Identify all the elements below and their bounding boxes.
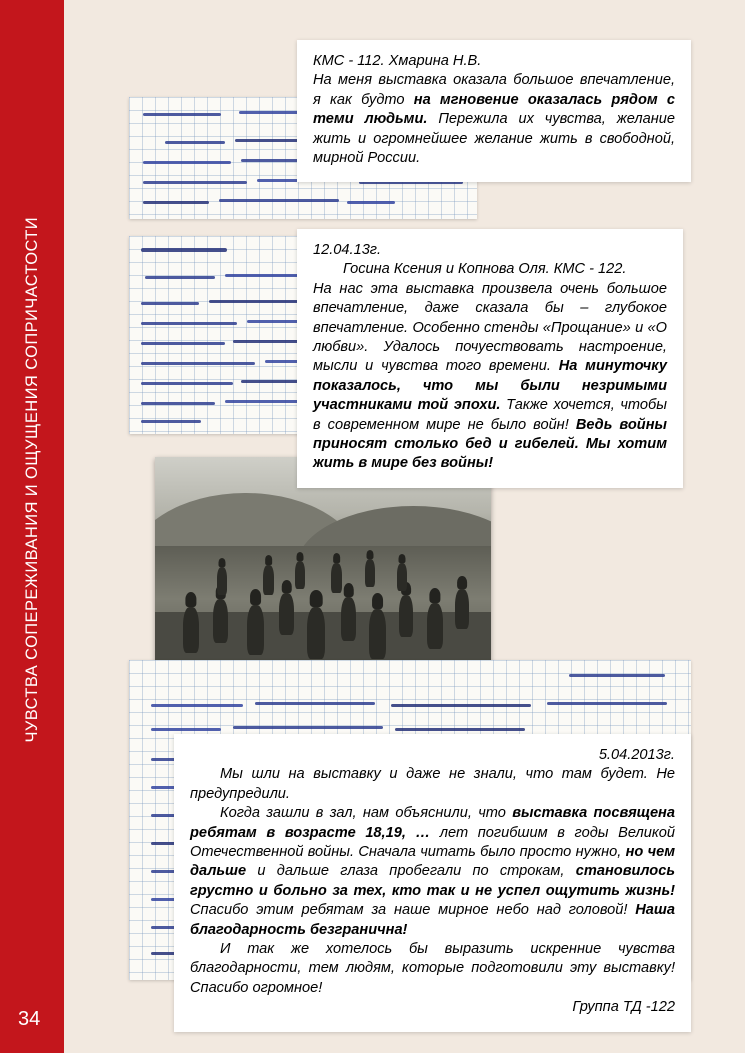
entry-1-text-a: На меня выставка оказала большое впечатление, я как будто: [313, 72, 675, 108]
soldier-figure: [427, 603, 443, 649]
entry-3-bold-b: но чем дальше: [190, 844, 675, 880]
left-red-spine: [0, 0, 64, 1053]
entry-3-text-d: Спасибо этим ребятам за наше мирное небо над головой!: [190, 902, 636, 919]
entry-3-para-1: Мы шли на выставку и даже не знали, что там будет. Не предупредили.: [190, 766, 675, 802]
entry-1-text-b: Пережила их чувства, желание жить и огромнейшее желание жить в свободной, мирной России.: [313, 111, 675, 167]
testimonial-card-1: [297, 40, 691, 182]
entry-2-text-a: На нас эта выставка произвела очень большое впечатление, даже сказала бы – глубокое впечатление. Особенно стенды «Прощание» и «О любви». Удалось почуествовать настроение, мысли и чувства того времени.: [313, 280, 667, 375]
entry-3-text-c: и дальше глаза пробегали по строкам,: [246, 863, 576, 880]
entry-2-body: [313, 280, 667, 474]
soldier-figure: [341, 597, 356, 641]
entry-3-para-3: И так же хотелось бы выразить искренние чувства благодарности, тем людям, которые подготовили эту выставку! Спасибо огромное!: [190, 941, 675, 996]
entry-2-bold-a: На минуточку показалось, что мы были незримыми участниками той эпохи.: [313, 358, 667, 414]
soldier-figure: [213, 599, 228, 643]
soldier-figure: [455, 589, 469, 629]
photo-soldiers: [155, 457, 491, 679]
soldier-figure: [295, 561, 305, 589]
soldier-figure: [263, 565, 274, 595]
soldier-figure: [217, 567, 227, 595]
entry-3-bold-c: становилось грустно и больно за тех, кто так и не успел ощутить жизнь!: [190, 863, 675, 899]
entry-1-header: КМС - 112. Хмарина Н.В.: [313, 53, 482, 69]
spine-title-wrap: [0, 0, 64, 960]
entry-3-bold-d: Наша благодарность безгранична!: [190, 902, 675, 938]
entry-3-text-a: Когда зашли в зал, нам объяснили, что: [220, 805, 513, 822]
entry-1-bold-a: на мгновение оказалась рядом с теми людьми.: [313, 91, 676, 128]
soldier-figure: [365, 559, 375, 587]
entry-2-signature: Госина Ксения и Копнова Оля. КМС - 122.: [343, 261, 627, 278]
entry-3-date: 5.04.2013г.: [598, 747, 675, 763]
testimonial-card-2: [297, 229, 683, 488]
entry-2-date: 12.04.13г.: [313, 242, 382, 258]
spine-title: ЧУВСТВА СОПЕРЕЖИВАНИЯ И ОЩУЩЕНИЯ СОПРИЧАСТОСТИ: [22, 217, 41, 743]
soldier-figure: [247, 605, 264, 655]
entry-3-bold-a: выставка посвящена ребятам в возрасте 18,19, …: [190, 805, 675, 841]
entry-3-text-b: лет погибшим в годы Великой Отечественной войны. Сначала читать было просто нужно,: [190, 824, 675, 861]
soldier-figure: [397, 563, 407, 591]
page-number: 34: [18, 1008, 41, 1030]
soldier-figure: [307, 607, 325, 659]
entry-3-para-2: [190, 804, 675, 940]
entry-2-text-b: Также хочется, чтобы в современном мире не было войн!: [313, 397, 667, 433]
entry-3-signature: Группа ТД -122: [572, 999, 675, 1016]
soldier-figure: [279, 593, 294, 635]
testimonial-card-3: [174, 734, 691, 1032]
entry-2-bold-b: Ведь войны приносят столько бед и гибелей. Мы хотим жить в мире без войны!: [313, 416, 667, 472]
soldier-figure: [399, 595, 413, 637]
soldier-figure: [183, 607, 199, 653]
soldier-figure: [331, 563, 342, 593]
entry-1-body: [313, 71, 675, 168]
soldier-figure: [369, 609, 386, 659]
